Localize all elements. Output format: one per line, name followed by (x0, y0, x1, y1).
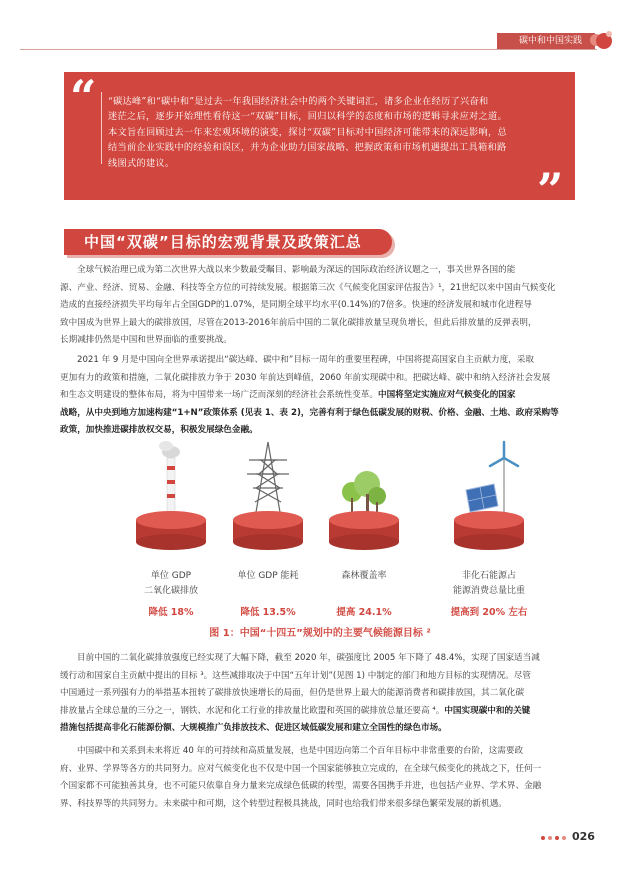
figure-caption: 图 1：中国“十四五”规划中的主要气候能源目标 ² (209, 628, 431, 639)
page-dots-icon (540, 835, 568, 841)
text-line: 缓行动和国家自主贡献中提出的目标 ³。这些减排取决于中国“五年计划”(见图 1) 中制定的部门和地方目标的实现情况。尽管 (60, 670, 532, 681)
quote-divider (101, 92, 102, 164)
bold-text-run: 措施包括提高非化石能源份额、大规模推广负排放技术、促进区域低碳发展和建立全国性的绿色市场。 (60, 723, 447, 734)
text-line (60, 703, 584, 721)
label-line: 非化石能源占 (461, 571, 516, 581)
figure-label-forest (314, 569, 414, 584)
text-line: 更加有力的政策和措施，二氧化碳排放力争于 2030 年前达到峰值，2060 年前实现碳中和。把碳达峰、碳中和纳入经济社会发展 (60, 372, 551, 383)
label-line: 森林覆盖率 (341, 571, 387, 581)
bold-text-run: 战略，从中央到地方加速构建“1+N”政策体系 (见表 1、表 2)，完善有利于绿色低碳发展的财税、价格、金融、土地、政府采购等 (60, 407, 559, 418)
text-run: 排放量占全球总量的三分之一，钢铁、水泥和化工行业的排放量比欧盟和英国的碳排放总量还要高 ⁴。 (60, 705, 445, 716)
figure-item-co2 (126, 440, 216, 550)
text-line: 个国家都不可能独善其身，也不可能只依靠自身力量来完成绿色低碳的转型，需要各国携手并进，也包括产业界、学术界、金融 (60, 781, 542, 792)
figure-value-energy: 降低 13.5% (240, 607, 296, 618)
bold-text-run: 中国将坚定实施应对气候变化的国家 (377, 390, 516, 401)
label-line: 能源消费总量比重 (452, 586, 525, 596)
label-line: 二氧化碳排放 (143, 586, 198, 596)
quote-line: 线图式的建议。 (108, 157, 175, 169)
text-line (60, 387, 584, 405)
quote-line: “碳达峰”和“碳中和”是过去一年我国经济社会中的两个关键词汇，诸多企业在经历了兴奋和 (108, 96, 489, 107)
figure-item-nonfossil (444, 440, 534, 550)
quote-line: 结当前企业实践中的经验和误区，并为企业助力国家战略、把握政策和市场机遇提出工具箱和路 (108, 142, 507, 154)
figure-value-forest: 提高 24.1% (336, 607, 392, 618)
paragraph-2 (60, 352, 584, 440)
text-line: 中国碳中和关系到未来将近 40 年的可持续和高质量发展，也是中国迈向第二个百年目标中非常重要的台阶，这需要政 (77, 746, 524, 756)
figure-value-nonfossil: 提高到 20% 左右 (450, 607, 528, 618)
quote-line: 迷茫之后，逐步开始理性看待这一“双碳”目标，回归以科学的态度和市场的逻辑寻求应对之道。 (108, 111, 507, 123)
chimney-icon (126, 440, 216, 550)
label-line: 单位 GDP (150, 571, 192, 581)
figure-item-forest (319, 440, 409, 550)
text-line: 目前中国的二氧化碳排放强度已经实现了大幅下降，截至 2020 年，碳强度比 2005 年下降了 48.4%，实现了国家适当减 (77, 653, 540, 663)
figure-item-energy (223, 440, 313, 550)
text-line (60, 405, 584, 423)
text-line: 长期减排仍然是中国和世界面临的重要挑战。 (60, 335, 232, 346)
section-title: 中国“双碳”目标的宏观背景及政策汇总 (84, 233, 362, 251)
text-line (60, 422, 584, 440)
header-rule (20, 49, 597, 50)
quote-line: 本文旨在回顾过去一年来宏观环境的演变，探讨“双碳”目标对中国经济可能带来的深远影响，总 (108, 126, 507, 138)
paragraph-4 (60, 743, 584, 813)
page-number: 026 (572, 830, 595, 843)
section-tab: 碳中和中国实践 (497, 33, 595, 49)
text-run: 和生态文明建设的整体布局，将为中国带来一场广泛而深刻的经济社会系统性变革。 (60, 390, 378, 401)
text-line: 中国通过一系列强有力的举措基本扭转了碳排放快速增长的局面，但仍是世界上最大的能源消费者和碳排放国，其二氧化碳 (60, 688, 525, 699)
label-line: 单位 GDP 能耗 (237, 571, 299, 581)
intro-quote-text (108, 94, 548, 171)
solar-wind-icon (444, 440, 534, 550)
figure-value-co2: 降低 18% (148, 607, 194, 618)
power-tower-icon (223, 440, 313, 550)
decorative-dots-icon (589, 30, 613, 52)
paragraph-3 (60, 650, 584, 738)
text-line: 界、科技界等的共同努力。未来碳中和可期，这个转型过程极具挑战，同时也给我们带来很多绿色繁荣发展的新机遇。 (60, 798, 507, 809)
text-line: 全球气候治理已成为第二次世界大战以来少数最受瞩目、影响最为深远的国际政治经济议题之一，事关世界各国的能 (77, 265, 516, 275)
figure-label-co2 (121, 569, 221, 599)
paragraph-1 (60, 262, 584, 350)
quote-close-mark: ” (537, 163, 564, 217)
text-line: 致中国成为世界上最大的碳排放国，尽管在2013-2016年前后中国的二氧化碳排放量呈现负增长，但此后排放量的反弹表明， (60, 317, 537, 328)
bold-text-run: 中国实现碳中和的关键 (444, 705, 531, 716)
forest-icon (319, 440, 409, 550)
bold-text-run: 政策，加快推进碳排放权交易，积极发展绿色金融。 (60, 425, 258, 436)
text-line (60, 720, 584, 738)
quote-open-mark: “ (70, 70, 97, 124)
figure-label-nonfossil (439, 569, 539, 599)
text-line: 源、产业、经济、贸易、金融、科技等全方位的可持续发展。根据第三次《气候变化国家评估报告》¹，21世纪以来中国由气候变化 (60, 282, 556, 293)
text-line: 2021 年 9 月是中国向全世界承诺提出“碳达峰、碳中和”目标一周年的重要里程碑，中国将提高国家自主贡献力度，采取 (77, 355, 534, 365)
text-line: 府、业界、学界等各方的共同努力。应对气候变化也不仅是中国一个国家能够独立完成的，在全球气候变化的挑战之下，任何一 (60, 763, 542, 774)
text-line: 造成的直接经济损失平均每年占全国GDP的1.07%，是同期全球平均水平(0.14%)的7倍多。快速的经济发展和城市化进程导 (60, 300, 532, 311)
figure-label-energy (218, 569, 318, 584)
